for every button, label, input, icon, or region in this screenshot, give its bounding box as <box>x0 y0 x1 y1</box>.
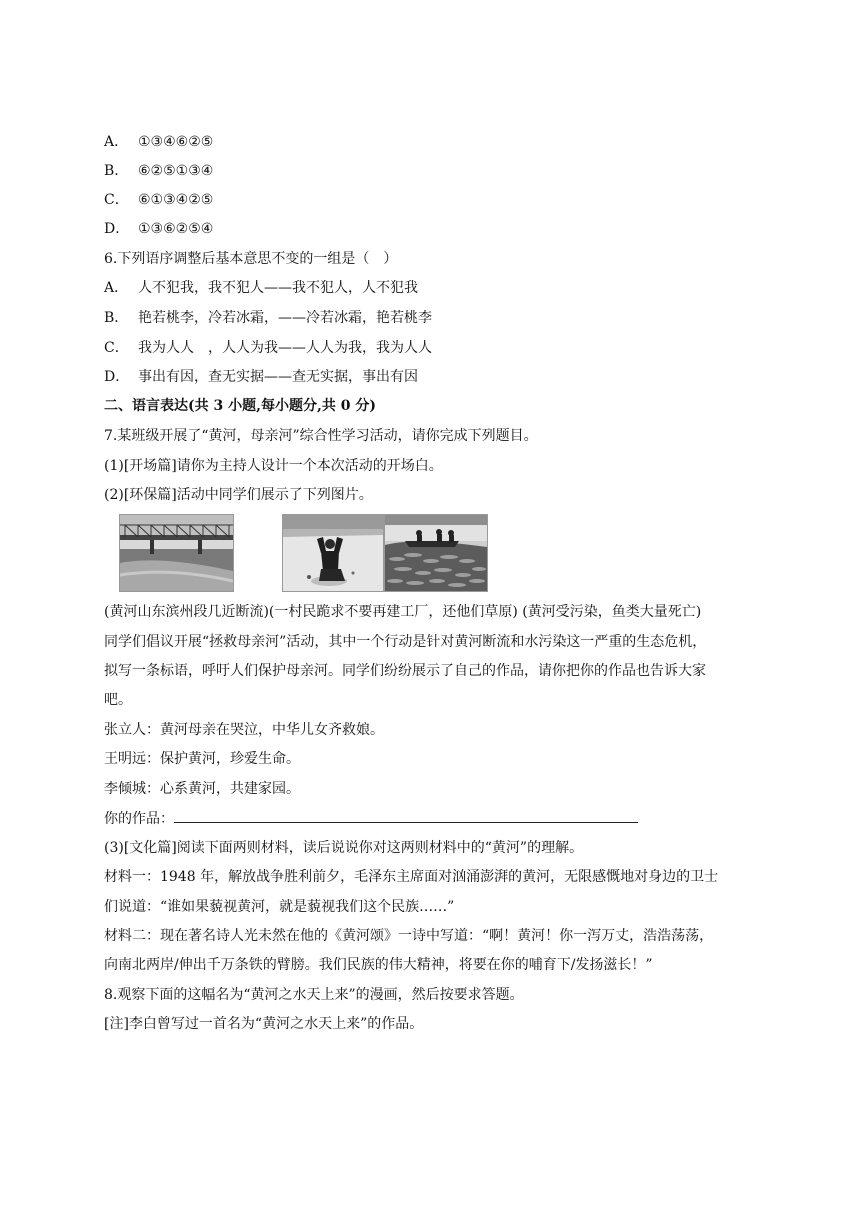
slogan-li: 李倾城：心系黄河，共建家园。 <box>104 781 300 797</box>
answer-blank[interactable] <box>174 808 638 823</box>
q5-option-d[interactable]: D． ①③⑥②⑤④ <box>104 221 214 237</box>
q6-stem: 6.下列语序调整后基本意思不变的一组是（ ） <box>104 251 398 267</box>
q7-part2: (2)[环保篇]活动中同学们展示了下列图片。 <box>104 487 373 503</box>
q6-option-b[interactable]: B． 艳若桃李，冷若冰霜，——冷若冰霜，艳若桃李 <box>104 310 432 326</box>
q8-note: [注]李白曾写过一首名为“黄河之水天上来”的作品。 <box>104 1016 424 1032</box>
slogan-wang: 王明远：保护黄河，珍爱生命。 <box>104 751 300 767</box>
q7-stem: 7.某班级开展了“黄河，母亲河”综合性学习活动，请你完成下列题目。 <box>104 428 538 444</box>
q7-paragraph-line2: 拟写一条标语，呼吁人们保护母亲河。同学们纷纷展示了自己的作品，请你把你的作品也告诉大家 <box>104 663 706 679</box>
section-title: 二、语言表达(共 3 小题,每小题分,共 0 分) <box>104 398 376 414</box>
yellow-river-bridge-photo <box>119 514 234 592</box>
material1-line2: 们说道：“谁如果藐视黄河，就是藐视我们这个民族……” <box>104 899 455 915</box>
q6-option-c[interactable]: C． 我为人人 ，人人为我——人人为我，我为人人 <box>104 340 432 356</box>
your-work-line <box>104 808 638 829</box>
q7-part1: (1)[开场篇]请你为主持人设计一个本次活动的开场白。 <box>104 458 443 474</box>
kneeling-villager-photo <box>282 514 384 592</box>
material2-line1: 材料二：现在著名诗人光未然在他的《黄河颂》一诗中写道：“啊！黄河！你一泻万丈，浩浩荡荡， <box>104 928 714 944</box>
material1-line1: 材料一：1948 年，解放战争胜利前夕，毛泽东主席面对汹涌澎湃的黄河，无限感慨地对身边的卫士 <box>104 869 719 885</box>
q6-option-d[interactable]: D． 事出有因，查无实据——查无实据，事出有因 <box>104 369 418 385</box>
dead-fish-photo <box>384 514 488 592</box>
photo-captions: (黄河山东滨州段几近断流)(一村民跪求不要再建工厂，还他们草原) (黄河受污染，鱼类大量死亡) <box>104 604 702 620</box>
q8-stem: 8.观察下面的这幅名为“黄河之水天上来”的漫画，然后按要求答题。 <box>104 987 524 1003</box>
q7-part3: (3)[文化篇]阅读下面两则材料，读后说说你对这两则材料中的“黄河”的理解。 <box>104 840 584 856</box>
q5-option-c[interactable]: C． ⑥①③④②⑤ <box>104 192 214 208</box>
q5-option-a[interactable]: A． ①③④⑥②⑤ <box>104 134 214 150</box>
slogan-zhang: 张立人：黄河母亲在哭泣，中华儿女齐救娘。 <box>104 722 384 738</box>
q7-paragraph-line1: 同学们倡议开展“拯救母亲河”活动，其中一个行动是针对黄河断流和水污染这一严重的生态危机， <box>104 634 707 650</box>
q6-option-a[interactable]: A． 人不犯我，我不犯人——我不犯人，人不犯我 <box>104 280 418 296</box>
q5-option-b[interactable]: B． ⑥②⑤①③④ <box>104 163 214 179</box>
your-work-label: 你的作品： <box>104 811 174 827</box>
q7-paragraph-line3: 吧。 <box>104 692 132 708</box>
material2-line2: 向南北两岸/伸出千万条铁的臂膀。我们民族的伟大精神，将要在你的哺育下/发扬滋长！” <box>104 957 653 973</box>
